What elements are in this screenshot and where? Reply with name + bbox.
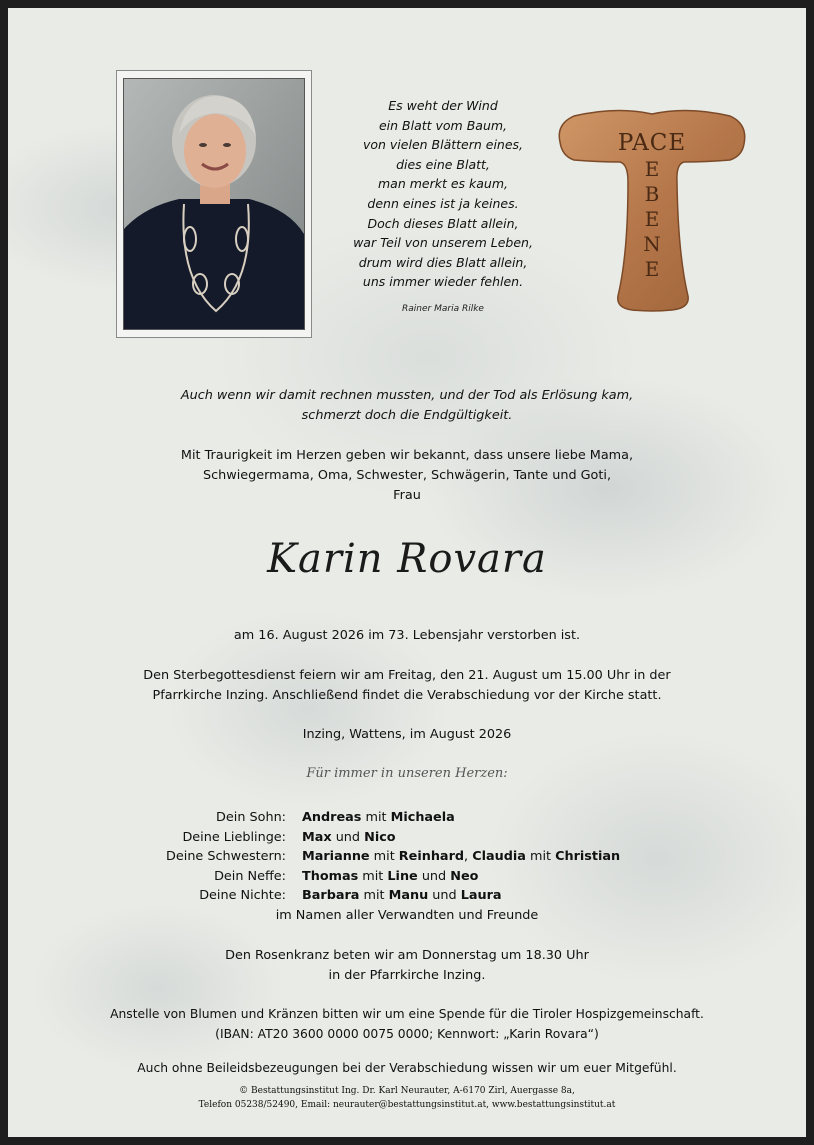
- family-row: [8, 808, 806, 828]
- portrait-frame: [116, 70, 312, 338]
- family-relation: Deine Nichte:: [199, 888, 286, 904]
- family-connector: mit: [359, 888, 389, 904]
- family-connector: mit: [361, 810, 391, 825]
- tau-letter: E: [644, 207, 660, 231]
- footer-line-1: © Bestattungsinstitut Ing. Dr. Karl Neurauter, A-6170 Zirl, Auergasse 8a,: [239, 1086, 575, 1096]
- family-connector: und: [417, 868, 451, 884]
- tau-word-horizontal: PACE: [617, 130, 687, 156]
- announcement-line-1: Mit Traurigkeit im Herzen geben wir bekannt, dass unsere liebe Mama,: [180, 448, 634, 463]
- footer-line-2: Telefon 05238/52490, Email: neurauter@bestattungsinstitut.at, www.bestattungsinstitut.at: [198, 1100, 616, 1110]
- family-member-name: Andreas: [302, 810, 362, 825]
- death-date: am 16. August 2026 im 73. Lebensjahr verstorben ist.: [233, 628, 581, 643]
- announcement-line-3: Frau: [393, 488, 421, 503]
- tau-letter: N: [643, 232, 661, 256]
- family-connector: mit: [525, 849, 556, 865]
- portrait-photo: [123, 78, 305, 330]
- announcement-text: [8, 446, 806, 506]
- portrait-illustration: [124, 79, 304, 329]
- family-names: [302, 828, 396, 848]
- family-row: [8, 886, 806, 906]
- donation-line-2: (IBAN: AT20 3600 0000 0075 0000; Kennwort: „Karin Rovara“): [215, 1027, 599, 1041]
- rosary-text: [8, 946, 806, 986]
- service-line-1: Den Sterbegottesdienst feiern wir am Freitag, den 21. August um 15.00 Uhr in der: [143, 668, 671, 683]
- family-names: [302, 886, 502, 906]
- family-member-name: Christian: [555, 849, 621, 865]
- family-member-name: Neo: [450, 868, 479, 884]
- condolence-text: Auch ohne Beileidsbezeugungen bei der Verabschiedung wissen wir um euer Mitgefühl.: [137, 1061, 677, 1075]
- tau-letter: B: [644, 182, 660, 206]
- family-names: [302, 847, 620, 867]
- family-row: [8, 828, 806, 848]
- intro-line-2: schmerzt doch die Endgültigkeit.: [301, 408, 513, 423]
- intro-text: [8, 386, 806, 426]
- family-connector: mit: [369, 849, 399, 865]
- poem-line: drum wird dies Blatt allein,: [358, 254, 528, 270]
- family-connector: und: [428, 888, 461, 904]
- family-connector: und: [331, 829, 365, 845]
- family-row: [8, 847, 806, 867]
- poem-line: dies eine Blatt,: [396, 156, 490, 172]
- tau-cross-icon: [556, 104, 748, 314]
- service-line-2: Pfarrkirche Inzing. Anschließend findet die Verabschiedung vor der Kirche statt.: [152, 688, 662, 703]
- tau-word-vertical: [643, 157, 661, 281]
- poem-line: Es weht der Wind: [388, 98, 498, 113]
- service-text: [8, 666, 806, 706]
- family-member-name: Claudia: [472, 849, 526, 865]
- poem: [328, 96, 558, 292]
- donation-text: [8, 1004, 806, 1044]
- poem-line: uns immer wieder fehlen.: [362, 274, 524, 290]
- family-names: [302, 808, 455, 828]
- poem-author: Rainer Maria Rilke: [402, 304, 484, 314]
- family-member-name: Marianne: [302, 849, 370, 865]
- intro-line-1: Auch wenn wir damit rechnen mussten, und der Tod als Erlösung kam,: [180, 388, 634, 403]
- obituary-page: [8, 8, 806, 1137]
- poem-line: war Teil von unserem Leben,: [353, 235, 533, 251]
- rosary-line-1: Den Rosenkranz beten wir am Donnerstag um 18.30 Uhr: [225, 948, 589, 963]
- family-member-name: Barbara: [302, 888, 360, 904]
- family-list: [8, 808, 806, 906]
- family-relation: Deine Schwestern:: [166, 849, 286, 865]
- family-member-name: Michaela: [390, 810, 455, 825]
- deceased-name: Karin Rovara: [267, 536, 547, 582]
- family-member-name: Line: [387, 868, 418, 884]
- tau-letter: E: [644, 157, 660, 181]
- tau-letter: E: [644, 257, 660, 281]
- family-relation: Dein Sohn:: [216, 810, 286, 825]
- family-member-name: Laura: [460, 888, 502, 904]
- poem-line: ein Blatt vom Baum,: [378, 117, 508, 133]
- poem-line: denn eines ist ja keines.: [367, 195, 519, 211]
- family-names: [302, 867, 478, 887]
- poem-line: man merkt es kaum,: [378, 176, 508, 192]
- family-member-name: Max: [302, 829, 332, 845]
- family-relation: Deine Lieblinge:: [182, 829, 286, 845]
- rosary-line-2: in der Pfarrkirche Inzing.: [328, 968, 486, 983]
- family-member-name: Nico: [364, 829, 396, 845]
- place-date: Inzing, Wattens, im August 2026: [302, 727, 512, 742]
- family-member-name: Manu: [388, 888, 429, 904]
- footer: [8, 1084, 806, 1112]
- family-connector: ,: [464, 849, 473, 865]
- announcement-line-2: Schwiegermama, Oma, Schwester, Schwägerin, Tante und Goti,: [202, 468, 612, 483]
- hearts-heading: Für immer in unseren Herzen:: [306, 766, 508, 781]
- donation-line-1: Anstelle von Blumen und Kränzen bitten wir um eine Spende für die Tiroler Hospizgemeinschaft.: [110, 1007, 704, 1021]
- family-member-name: Thomas: [302, 868, 359, 884]
- relatives-line: im Namen aller Verwandten und Freunde: [275, 908, 539, 923]
- poem-line: Doch dieses Blatt allein,: [367, 215, 519, 231]
- family-relation: Dein Neffe:: [214, 868, 286, 884]
- family-connector: mit: [358, 868, 388, 884]
- family-row: [8, 867, 806, 887]
- poem-line: von vielen Blättern eines,: [362, 137, 524, 153]
- family-member-name: Reinhard: [398, 849, 465, 865]
